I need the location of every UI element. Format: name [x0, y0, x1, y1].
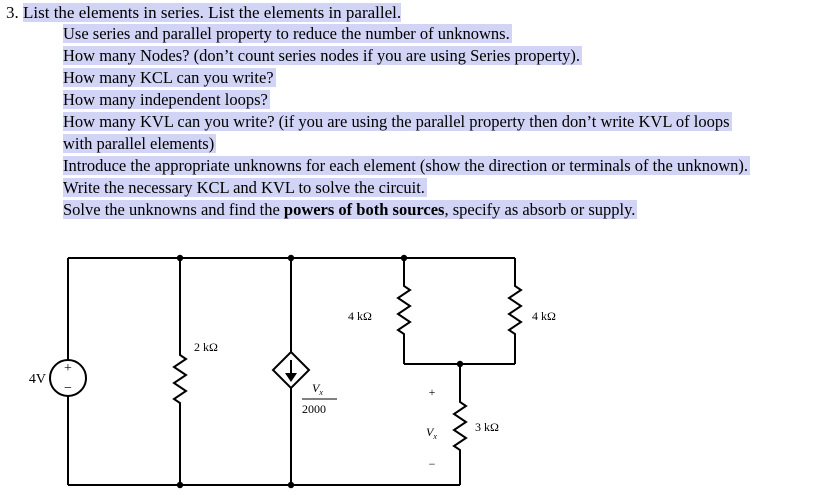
junction-dot — [288, 482, 294, 488]
final-bold: powers of both sources — [283, 200, 445, 219]
dep-numerator: $V_x$ — [312, 381, 323, 397]
instruction-text: How many KVL can you write? (if you are using the parallel property then don’t write KVL of loops — [63, 112, 730, 131]
vx-plus: + — [428, 385, 436, 399]
instruction-text: How many Nodes? (don’t count series nodes if you are using Series property). — [63, 46, 581, 65]
problem-statement — [6, 2, 401, 24]
final-suffix: , specify as absorb or supply. — [444, 200, 636, 219]
final-prefix: Solve the unknowns and find the — [63, 200, 284, 219]
instruction-text: Introduce the appropriate unknowns for each element (show the direction or terminals of the unknown). — [63, 156, 748, 175]
junction-dot — [401, 255, 407, 261]
down-arrow-icon — [285, 360, 297, 382]
instruction-text: with parallel elements) — [63, 134, 215, 153]
instruction-line — [63, 133, 818, 155]
r4-label: 3 kΩ — [475, 420, 499, 434]
instruction-line — [63, 89, 818, 111]
junction-dot — [457, 361, 463, 367]
vx-minus: − — [428, 457, 436, 471]
instruction-line — [63, 45, 818, 67]
instruction-line — [63, 111, 818, 133]
circuit-diagram — [0, 240, 831, 500]
instruction-text: Write the necessary KCL and KVL to solve the circuit. — [63, 178, 425, 197]
instruction-line — [63, 177, 818, 199]
r4-zigzag — [454, 397, 466, 455]
source-minus: − — [64, 381, 72, 396]
problem-number: 3. — [6, 3, 19, 22]
instruction-line — [63, 23, 818, 45]
r2-zigzag — [398, 280, 410, 340]
source-plus: + — [64, 361, 72, 376]
vx-label: $V_x$ — [426, 425, 437, 441]
instruction-text: How many independent loops? — [63, 90, 268, 109]
instruction-line — [63, 155, 818, 177]
junction-dot — [177, 255, 183, 261]
instruction-text: Use series and parallel property to reduce the number of unknowns. — [63, 24, 510, 43]
circuit-wires — [68, 258, 521, 485]
instruction-text — [63, 200, 637, 219]
r2-label: 4 kΩ — [348, 309, 372, 323]
r3-zigzag — [509, 280, 521, 340]
r1-zigzag — [174, 350, 186, 408]
junction-dot — [288, 255, 294, 261]
junction-dots — [177, 255, 463, 488]
r1-label: 2 kΩ — [194, 340, 218, 354]
r3-label: 4 kΩ — [532, 309, 556, 323]
junction-dot — [177, 482, 183, 488]
problem-title: List the elements in series. List the elements in parallel. — [23, 3, 402, 22]
source-voltage-label: 4V — [28, 372, 46, 387]
dep-denominator: 2000 — [302, 402, 326, 416]
instruction-list — [63, 23, 818, 221]
instruction-line-final — [63, 199, 818, 221]
instruction-text: How many KCL can you write? — [63, 68, 274, 87]
instruction-line — [63, 67, 818, 89]
